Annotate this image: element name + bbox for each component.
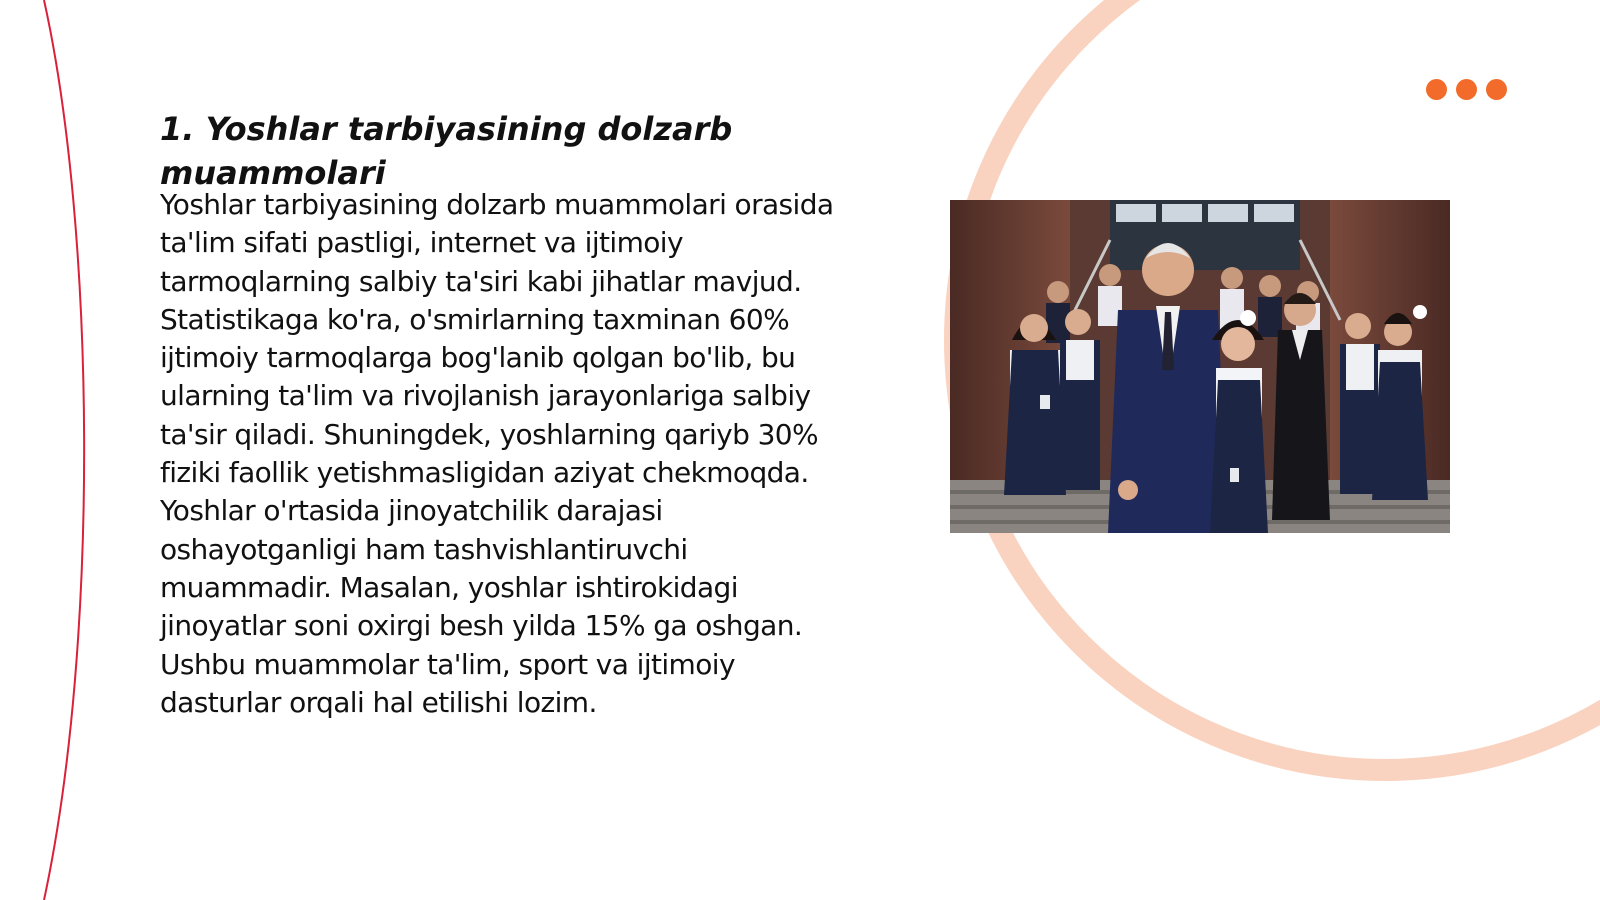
dot-3 [1486, 79, 1507, 100]
dot-1 [1426, 79, 1447, 100]
slide-title: 1. Yoshlar tarbiyasining dolzarb muammolari [160, 110, 733, 192]
photo-illustration [950, 200, 1450, 533]
red-curve-line-icon [44, 0, 84, 900]
group-photo-image [950, 200, 1450, 533]
slide-body-text: Yoshlar tarbiyasining dolzarb muammolari orasida ta'lim sifati pastligi, internet va ijtimoiy tarmoqlarning salbiy ta'siri kabi jihatlar mavjud. Statistikaga ko'ra, o'smirlarning taxminan 60% ijtimoiy tarmoqlarga bog'lanib qolgan bo'lib, bu ularning ta'lim va rivojlanish jarayonlariga salbiy ta'sir qiladi. Shuningdek, yoshlarning qariyb 30% fiziki faollik yetishmasligidan aziyat chekmoqda. Yoshlar o'rtasida jinoyatchilik darajasi oshayotganligi ham tashvishlantiruvchi muammadir. Masalan, yoshlar ishtirokidagi jinoyatlar soni oxirgi besh yilda 15% ga oshgan. Ushbu muammolar ta'lim, sport va ijtimoiy dasturlar orqali hal etilishi lozim. [160, 188, 834, 719]
dot-2 [1456, 79, 1477, 100]
three-dots-icon [1426, 79, 1512, 101]
